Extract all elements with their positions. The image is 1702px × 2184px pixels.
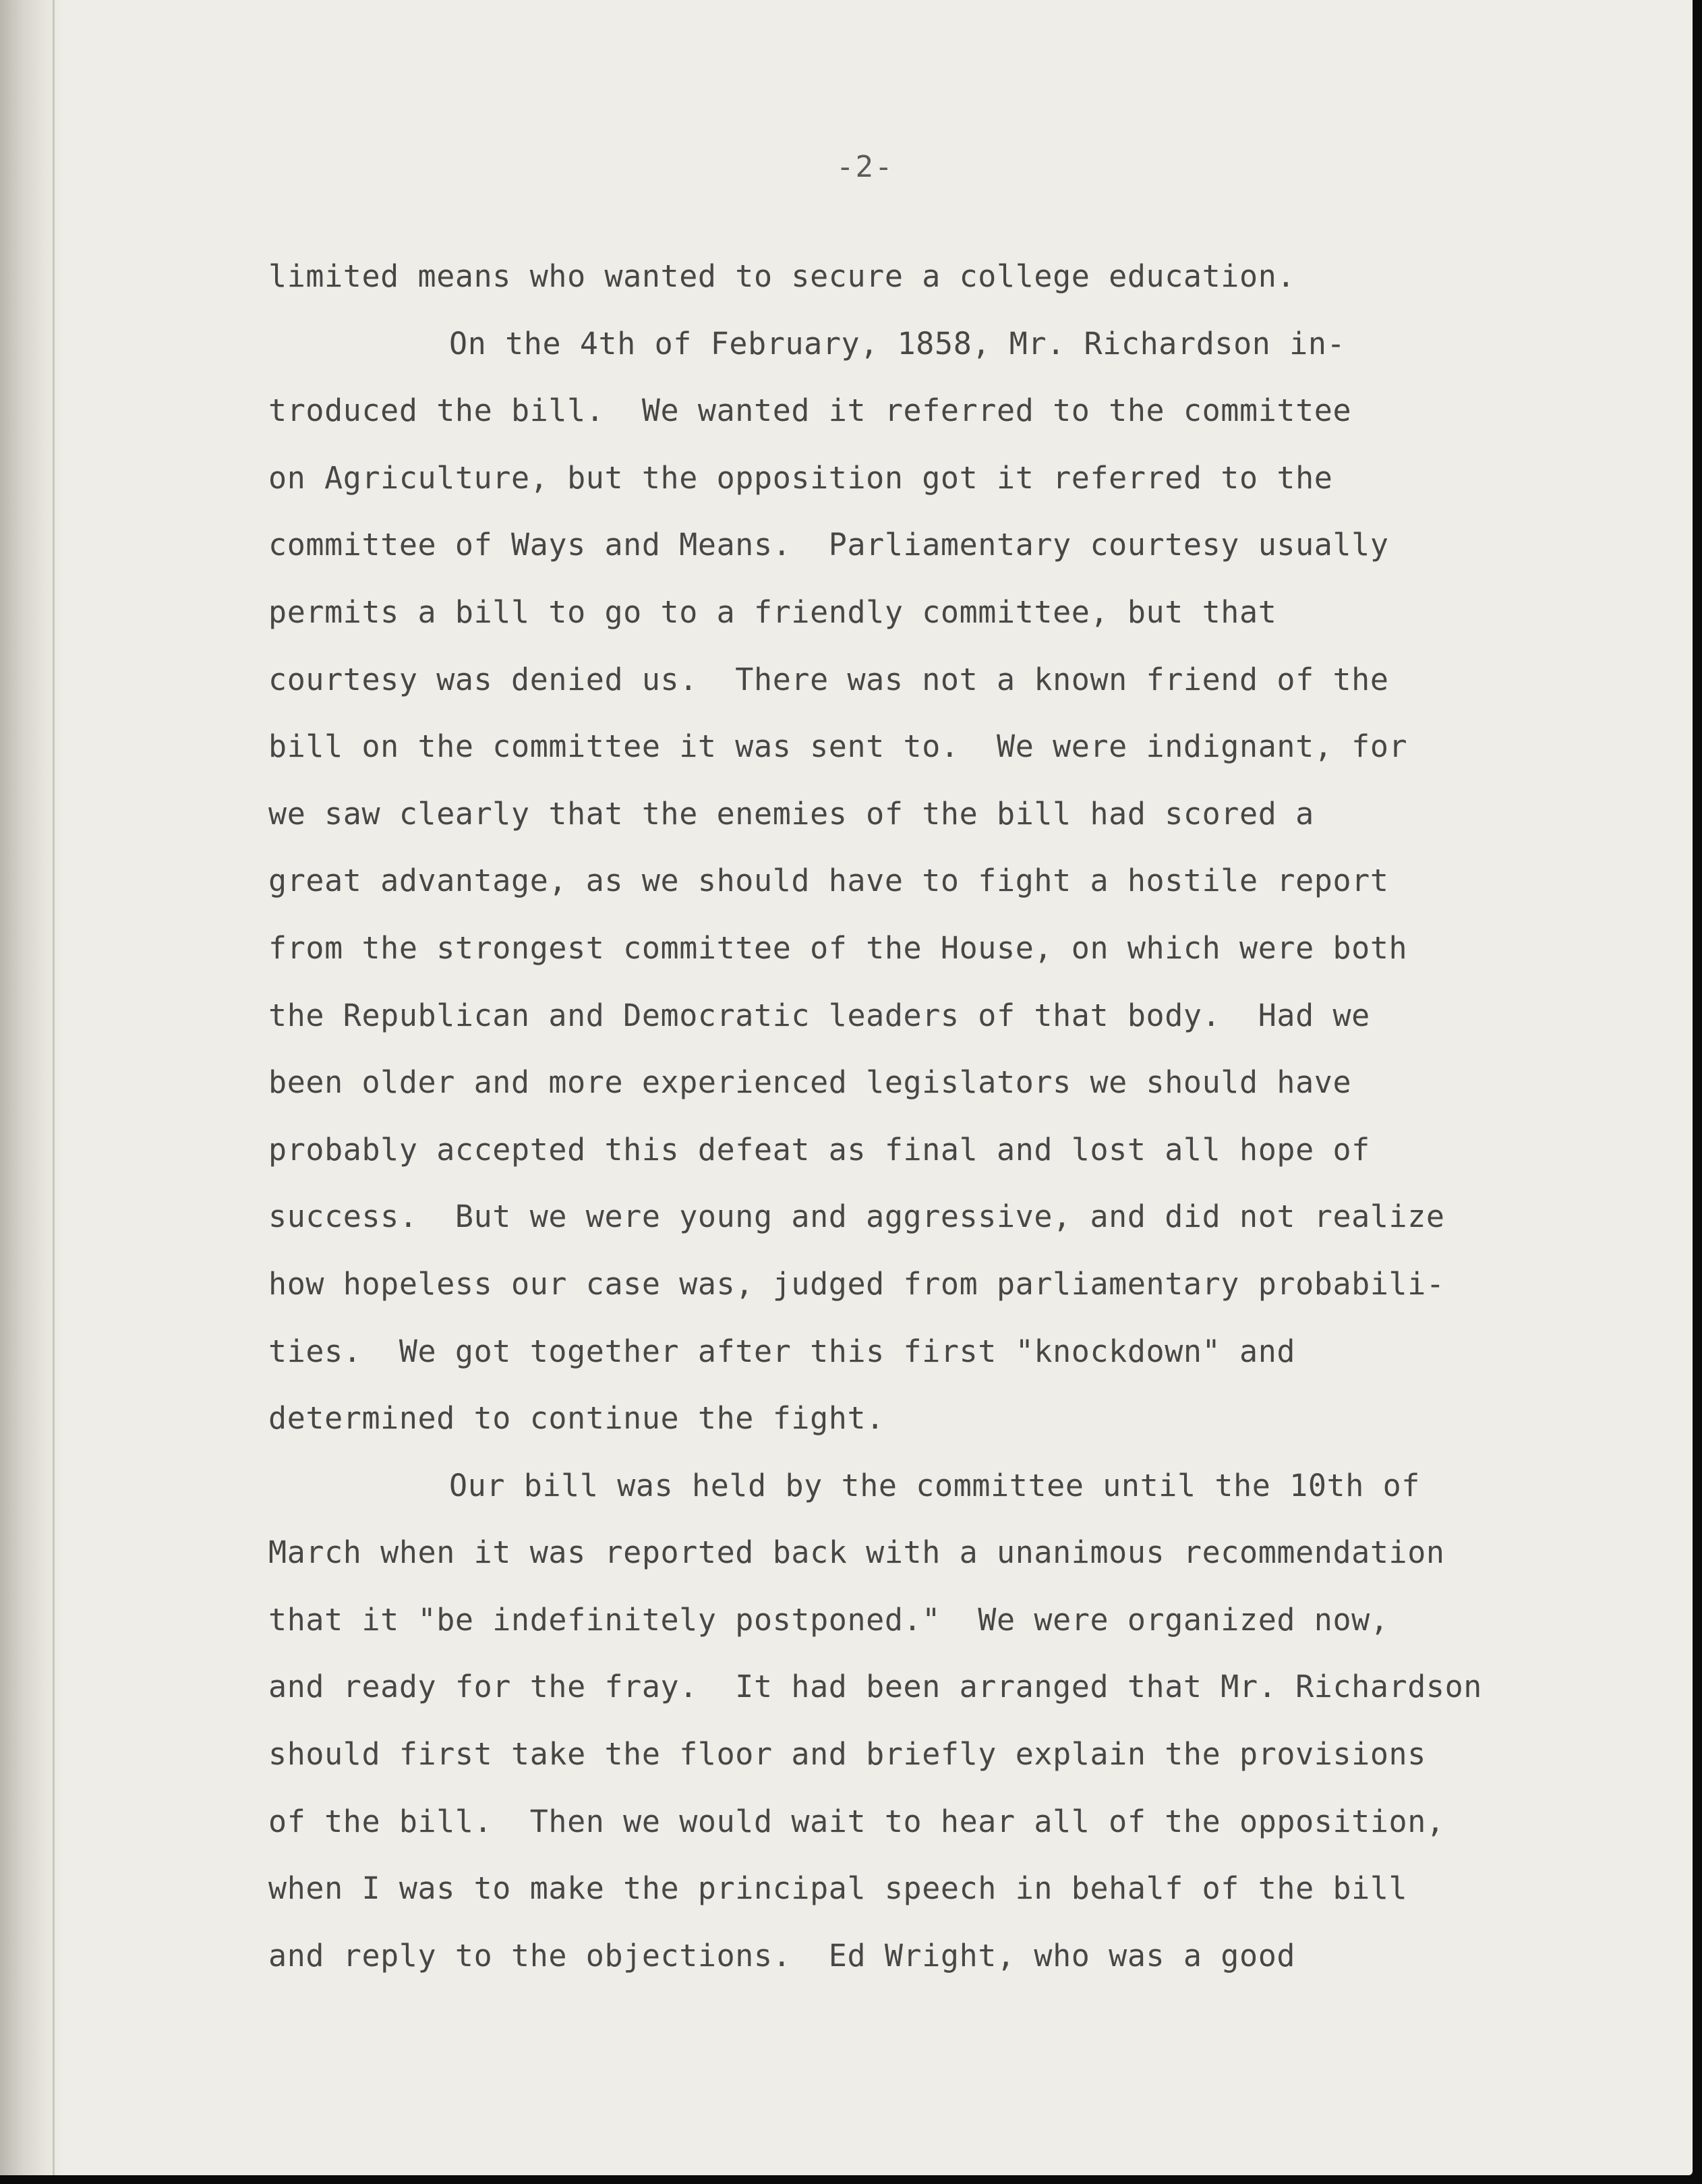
- text-line: great advantage, as we should have to fight a hostile report: [268, 863, 1389, 899]
- text-line: and ready for the fray. It had been arranged that Mr. Richardson: [268, 1669, 1482, 1705]
- text-line: March when it was reported back with a unanimous recommendation: [268, 1534, 1445, 1571]
- binding-edge-line: [53, 0, 55, 2175]
- text-line: when I was to make the principal speech in behalf of the bill: [268, 1870, 1408, 1907]
- text-line: should first take the floor and briefly explain the provisions: [268, 1736, 1426, 1773]
- text-line: from the strongest committee of the House, on which were both: [268, 929, 1408, 966]
- text-line: permits a bill to go to a friendly committee, but that: [268, 594, 1277, 630]
- text-line: determined to continue the fight.: [268, 1400, 885, 1437]
- text-line: troduced the bill. We wanted it referred to the committee: [268, 393, 1352, 429]
- text-line: on Agriculture, but the opposition got it referred to the: [268, 459, 1333, 496]
- text-line: success. But we were young and aggressive, and did not realize: [268, 1199, 1445, 1235]
- text-line: Our bill was held by the committee until the 10th of: [449, 1467, 1420, 1503]
- page-number: -2-: [836, 150, 894, 184]
- text-line: probably accepted this defeat as final and lost all hope of: [268, 1131, 1370, 1168]
- text-line: bill on the committee it was sent to. We were indignant, for: [268, 728, 1408, 765]
- text-line: how hopeless our case was, judged from parliamentary probabili-: [268, 1265, 1445, 1302]
- text-line: the Republican and Democratic leaders of that body. Had we: [268, 997, 1370, 1033]
- body-text: [268, 243, 1617, 1989]
- text-line: committee of Ways and Means. Parliamentary courtesy usually: [268, 527, 1389, 563]
- text-line: that it "be indefinitely postponed." We were organized now,: [268, 1601, 1389, 1638]
- text-line: and reply to the objections. Ed Wright, who was a good: [268, 1937, 1296, 1974]
- text-line: of the bill. Then we would wait to hear all of the opposition,: [268, 1803, 1445, 1839]
- text-line: we saw clearly that the enemies of the bill had scored a: [268, 795, 1314, 832]
- text-line: ties. We got together after this first "knockdown" and: [268, 1333, 1296, 1369]
- text-line: On the 4th of February, 1858, Mr. Richardson in-: [449, 325, 1346, 362]
- text-line: been older and more experienced legislators we should have: [268, 1064, 1352, 1101]
- text-line: limited means who wanted to secure a college education.: [268, 258, 1296, 294]
- text-line: courtesy was denied us. There was not a known friend of the: [268, 661, 1389, 697]
